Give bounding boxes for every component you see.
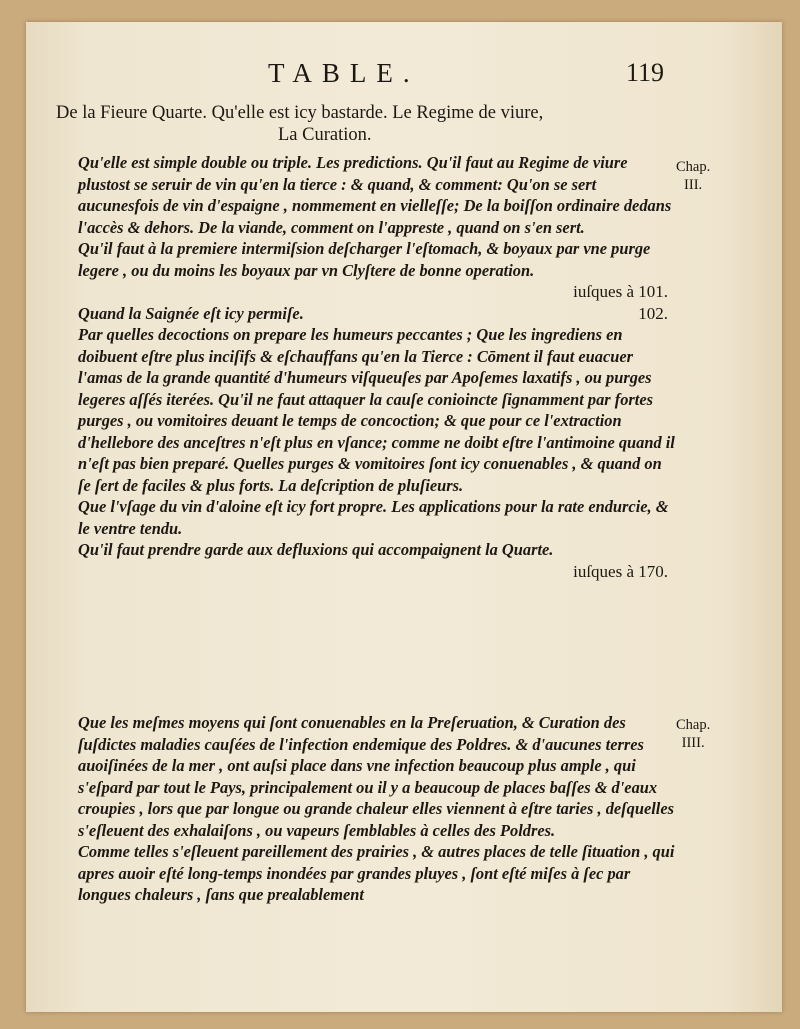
page-number: 119 xyxy=(626,58,665,87)
entry-iii-5: Que l'vſage du vin d'aloine eſt icy fort propre. Les applications pour la rate endurcie, & le ventre tendu. xyxy=(78,497,669,538)
running-title: TABLE. xyxy=(268,58,420,88)
heading-line-2: La Curation. xyxy=(278,125,372,145)
entry-iiii-2: Comme telles s'eſleuent pareillement des prairies , & autres places de telle ſituation , qui apres auoir eſté long-temps inondées par grandes pluyes , ſont eſté miſes à ſec par longues chaleurs , ſans que prealablement xyxy=(78,842,675,904)
chapter-iii-label: Chap. xyxy=(676,159,711,175)
chapter-iiii-entries xyxy=(56,712,676,906)
entry-iii-1: Qu'elle est simple double ou triple. Les predictions. Qu'il faut au Regime de viure plustost se seruir de vin qu'en la tierce : & quand, & comment: Qu'on se sert aucunesfois de vin d'espaigne , nommement en vielleſſe; De la boiſſon ordinaire dedans l'accès & dehors. De la viande, comment on l'appreste , quand on s'en sert. xyxy=(78,153,672,237)
entry-iii-6 xyxy=(56,539,676,582)
chapter-iiii-margin xyxy=(676,716,710,752)
chapter-iii-margin xyxy=(676,158,710,194)
entry-iii-3-text: Quand la Saignée eſt icy permiſe. xyxy=(78,303,304,323)
chapter-iii-entries xyxy=(56,152,676,582)
section-heading xyxy=(56,102,696,146)
entry-iii-3-ref: 102. xyxy=(638,303,668,323)
entry-iiii-1: Que les meſmes moyens qui ſont conuenables en la Preſeruation, & Curation des ſuſdictes maladies cauſées de l'infection endemique des Poldres. & d'aucunes terres auoiſinées de la mer , ont auſsi place dans vne infection beaucoup plus ample , qui s'eſpard par tout le Pays, principalement ou il y a beaucoup de places baſſes & d'eaux croupies , lors que par longue ou grande chaleur elles viennent à eſtre taries , deſquelles s'eſleuent des exhalaiſons , ou vapeurs ſemblables à celles des Poldres. xyxy=(78,713,674,840)
entry-iii-6-ref: iuſques à 170. xyxy=(573,561,668,581)
entry-iii-4: Par quelles decoctions on prepare les humeurs peccantes ; Que les ingrediens en doibuent eſtre plus inciſifs & eſchauffans qu'en la Tierce : Cōment il faut euacuer l'amas de la grande quantité d'humeurs viſqueuſes par Apoſemes laxatifs , ou purges legeres aſſés iterées. Qu'il ne faut attaquer la cauſe conioincte ſignamment par fortes purges , ou vomitoires deuant le temps de concoction; & que pour ce l'extraction d'hellebore des anceſtres n'eſt plus en vſance; comme ne doibt eſtre l'antimoine quand il n'eſt pas bien preparé. Quelles purges & vomitoires ſont icy conuenables , & quand on ſe ſert de faciles & plus forts. La deſcription de pluſieurs. xyxy=(78,325,675,495)
heading-line-1: De la Fieure Quarte. Qu'elle est icy bastarde. Le Regime de viure, xyxy=(56,103,544,123)
entry-iii-2-text: Qu'il faut à la premiere intermiſsion deſcharger l'eſtomach, & boyaux par vne purge legere , ou du moins les boyaux par vn Clyſtere de bonne operation. xyxy=(78,239,651,280)
entry-iii-2-ref: iuſques à 101. xyxy=(573,282,668,301)
entry-iii-6-text: Qu'il faut prendre garde aux defluxions qui accompaignent la Quarte. xyxy=(78,540,554,559)
chapter-iiii-number: IIII. xyxy=(681,735,705,751)
chapter-iii-number: III. xyxy=(684,177,703,193)
chapter-iiii-label: Chap. xyxy=(676,717,711,733)
entry-iii-3 xyxy=(56,303,676,325)
entry-iii-2 xyxy=(56,238,676,303)
